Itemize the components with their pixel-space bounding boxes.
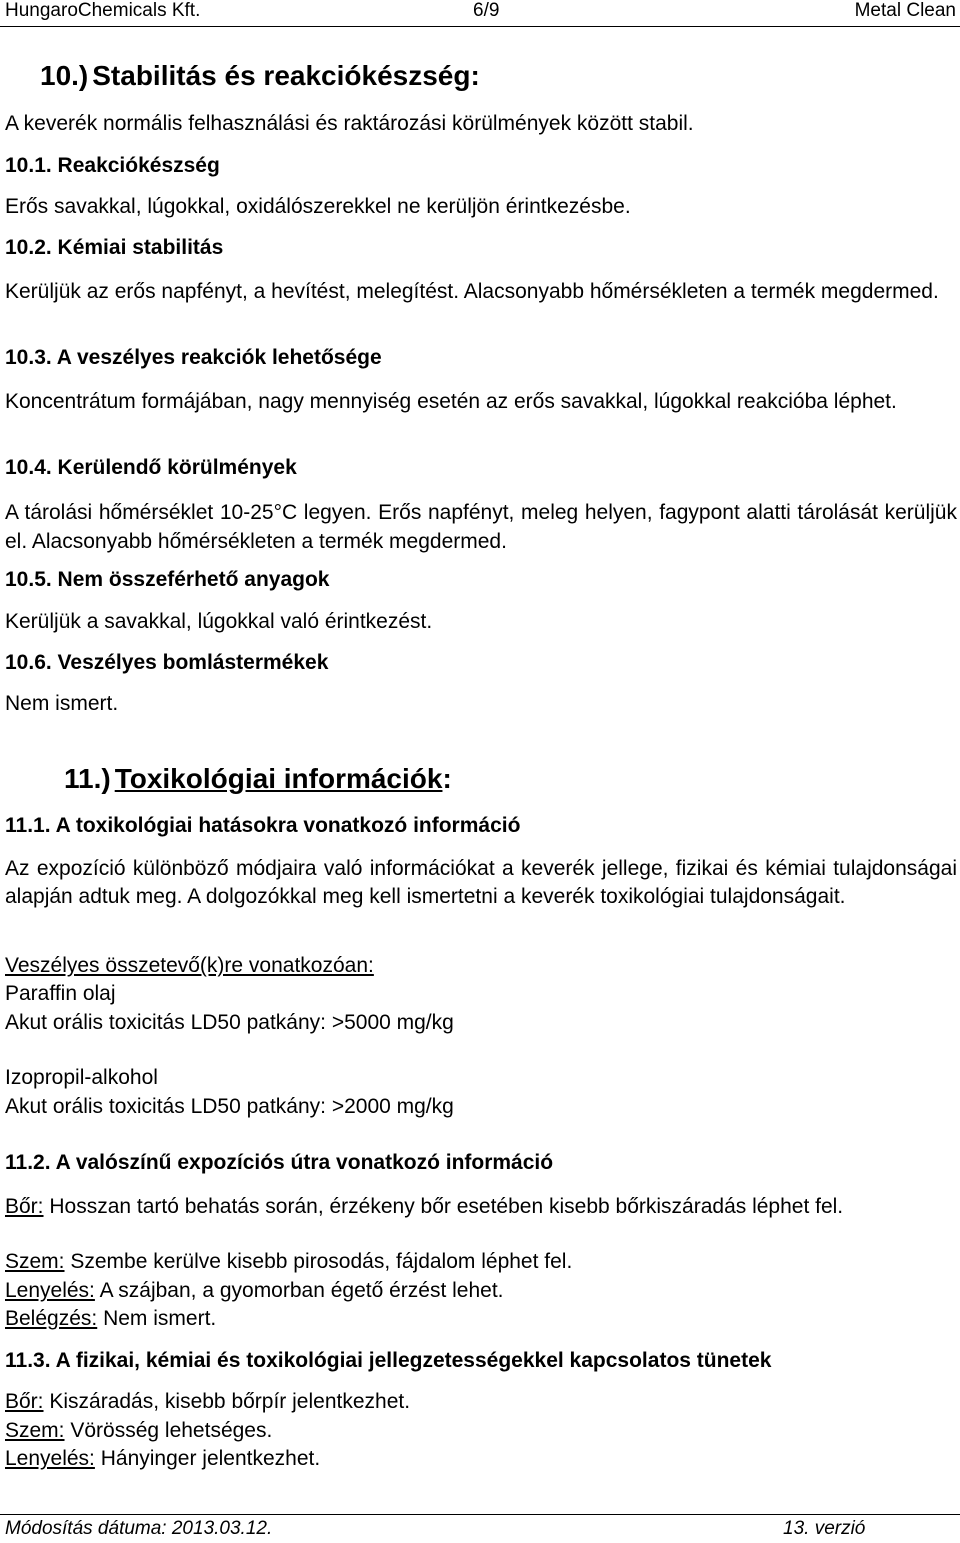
inhalation-text: Nem ismert. bbox=[97, 1307, 217, 1330]
section-11-title: Toxikológiai információk bbox=[114, 763, 443, 794]
skin-text: Hosszan tartó behatás során, érzékeny bőr esetében kisebb bőrkiszáradás léphet fel. bbox=[43, 1195, 844, 1218]
section-11-3-skin bbox=[5, 1390, 410, 1414]
component-1-name: Paraffin olaj bbox=[5, 982, 116, 1005]
section-11-2-eye bbox=[5, 1250, 572, 1274]
section-10-2-text: Kerüljük az erős napfényt, a hevítést, melegítést. Alacsonyabb hőmérsékleten a termék megdermed. bbox=[5, 280, 939, 303]
skin-label: Bőr: bbox=[5, 1195, 44, 1218]
section-10-6-title: 10.6. Veszélyes bomlástermékek bbox=[5, 651, 329, 674]
section-11-number: 11.) bbox=[64, 763, 111, 794]
section-10-3-text: Koncentrátum formájában, nagy mennyiség esetén az erős savakkal, lúgokkal reakcióba léphet. bbox=[5, 390, 897, 413]
section-11-heading bbox=[64, 763, 452, 795]
section-11-3-eye bbox=[5, 1419, 272, 1443]
ingestion-text: A szájban, a gyomorban égető érzést lehet. bbox=[94, 1279, 504, 1302]
section-11-2-ingestion bbox=[5, 1279, 504, 1303]
section-11-colon: : bbox=[442, 763, 452, 794]
component-2-toxicity: Akut orális toxicitás LD50 patkány: >2000 mg/kg bbox=[5, 1095, 454, 1118]
section-10-4-text: A tárolási hőmérséklet 10-25°C legyen. Erős napfényt, meleg helyen, fagypont alatti tárolását kerüljük el. Alacsonyabb hőmérsékleten a termék megdermed. bbox=[5, 501, 957, 553]
section-10-4-title: 10.4. Kerülendő körülmények bbox=[5, 456, 297, 479]
symptom-ingestion-label: Lenyelés: bbox=[5, 1447, 95, 1470]
component-1-toxicity: Akut orális toxicitás LD50 patkány: >5000 mg/kg bbox=[5, 1011, 454, 1034]
eye-label: Szem: bbox=[5, 1250, 65, 1273]
symptom-eye-text: Vörösség lehetséges. bbox=[64, 1419, 273, 1442]
symptom-ingestion-text: Hányinger jelentkezhet. bbox=[94, 1447, 321, 1470]
section-10-1-title: 10.1. Reakciókészség bbox=[5, 154, 220, 177]
symptom-skin-label: Bőr: bbox=[5, 1390, 44, 1413]
section-10-5-text: Kerüljük a savakkal, lúgokkal való érintkezést. bbox=[5, 610, 433, 633]
section-11-3-title: 11.3. A fizikai, kémiai és toxikológiai jellegzetességekkel kapcsolatos tünetek bbox=[5, 1349, 772, 1372]
section-10-heading bbox=[40, 60, 480, 92]
symptom-skin-text: Kiszáradás, kisebb bőrpír jelentkezhet. bbox=[43, 1390, 411, 1413]
section-10-5-title: 10.5. Nem összeférhető anyagok bbox=[5, 568, 330, 591]
symptom-eye-label: Szem: bbox=[5, 1419, 65, 1442]
section-10-2-title: 10.2. Kémiai stabilitás bbox=[5, 236, 224, 259]
section-10-3-title: 10.3. A veszélyes reakciók lehetősége bbox=[5, 346, 382, 369]
section-11-2-skin bbox=[5, 1192, 957, 1221]
modification-date: Módosítás dátuma: 2013.03.12. bbox=[5, 1518, 273, 1539]
page-header bbox=[5, 0, 960, 26]
page-number: 6/9 bbox=[473, 0, 500, 21]
company-name: HungaroChemicals Kft. bbox=[5, 0, 201, 21]
inhalation-label: Belégzés: bbox=[5, 1307, 98, 1330]
eye-text: Szembe kerülve kisebb pirosodás, fájdalom léphet fel. bbox=[64, 1250, 573, 1273]
component-2-name: Izopropil-alkohol bbox=[5, 1066, 158, 1089]
section-10-intro: A keverék normális felhasználási és raktározási körülmények között stabil. bbox=[5, 112, 694, 135]
version-number: 13. verzió bbox=[783, 1518, 866, 1539]
section-11-3-ingestion bbox=[5, 1447, 320, 1471]
section-10-1-text: Erős savakkal, lúgokkal, oxidálószerekkel ne kerüljön érintkezésbe. bbox=[5, 195, 631, 218]
section-10-number: 10.) bbox=[40, 60, 89, 91]
section-10-title: Stabilitás és reakciókészség: bbox=[92, 60, 480, 91]
section-11-1-title: 11.1. A toxikológiai hatásokra vonatkozó információ bbox=[5, 814, 521, 837]
product-name: Metal Clean bbox=[854, 0, 956, 21]
section-11-1-text: Az expozíció különböző módjaira való információkat a keverék jellege, fizikai és kémiai tulajdonságai alapján adtuk meg. A dolgozókkal meg kell ismertetni a keverék toxikológiai tulajdonságait. bbox=[5, 857, 957, 908]
ingestion-label: Lenyelés: bbox=[5, 1279, 95, 1302]
section-11-2-title: 11.2. A valószínű expozíciós útra vonatkozó információ bbox=[5, 1151, 554, 1174]
header-divider bbox=[0, 26, 960, 27]
footer-divider bbox=[0, 1514, 960, 1515]
components-heading: Veszélyes összetevő(k)re vonatkozóan: bbox=[5, 954, 374, 977]
section-10-6-text: Nem ismert. bbox=[5, 692, 119, 715]
section-11-2-inhalation bbox=[5, 1307, 216, 1331]
